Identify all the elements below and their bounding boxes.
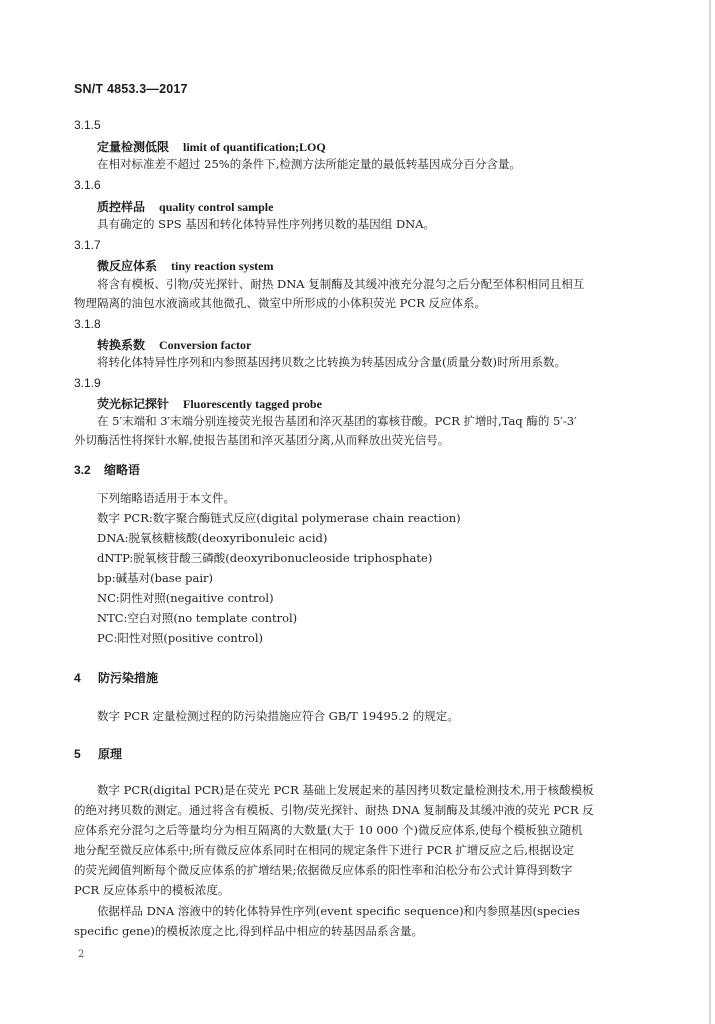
abbrev-item: DNA:脱氧核糖核酸(deoxyribonuleic acid)	[97, 531, 328, 545]
definition-text: 具有确定的 SPS 基因和转化体特异性序列拷贝数的基因组 DNA。	[97, 217, 436, 231]
term-en: tiny reaction system	[171, 259, 274, 273]
principle-text: specific gene)的模板浓度之比,得到样品中相应的转基因品系含量。	[74, 924, 423, 938]
definition-text: 将含有模板、引物/荧光探针、耐热 DNA 复制酶及其缓冲液充分混匀之后分配至体积相同且相互	[97, 277, 585, 291]
definition-text: 在相对标准差不超过 25%的条件下,检测方法所能定量的最低转基因成分百分含量。	[97, 157, 521, 171]
principle-text: 数字 PCR(digital PCR)是在荧光 PCR 基础上发展起来的基因拷贝数定量检测技术,用于核酸模板	[97, 783, 594, 797]
abbrev-intro: 下列缩略语适用于本文件。	[97, 491, 235, 505]
standard-number-header: SN/T 4853.3—2017	[74, 82, 188, 96]
clause-number: 3.1.7	[74, 238, 101, 252]
section-title: 防污染措施	[98, 671, 159, 685]
clause-number: 3.1.8	[74, 317, 101, 331]
scan-edge-line	[709, 0, 711, 1024]
section-heading-5	[74, 745, 122, 762]
term-en: Fluorescently tagged probe	[183, 397, 322, 411]
term-cn: 荧光标记探针	[97, 397, 170, 411]
abbrev-item: dNTP:脱氧核苷酸三磷酸(deoxyribonucleoside triphosphate)	[97, 551, 433, 565]
abbrev-item: NTC:空白对照(no template control)	[97, 611, 298, 625]
section-title: 缩略语	[104, 463, 141, 477]
section-number: 3.2	[74, 463, 91, 477]
section-heading-4	[74, 669, 158, 686]
term-heading	[97, 336, 251, 353]
term-cn: 转换系数	[97, 338, 146, 352]
term-cn: 质控样品	[97, 200, 146, 214]
term-en: quality control sample	[159, 200, 274, 214]
abbrev-item: NC:阴性对照(negaitive control)	[97, 591, 274, 605]
abbrev-item: 数字 PCR:数字聚合酶链式反应(digital polymerase chain reaction)	[97, 511, 461, 525]
page-number: 2	[78, 949, 85, 960]
term-heading	[97, 395, 322, 412]
clause-number: 3.1.6	[74, 178, 101, 192]
term-heading	[97, 257, 273, 274]
section-number: 5	[74, 747, 81, 761]
contamination-text: 数字 PCR 定量检测过程的防污染措施应符合 GB/T 19495.2 的规定。	[97, 709, 459, 723]
term-en: Conversion factor	[159, 338, 252, 352]
abbrev-item: PC:阳性对照(positive control)	[97, 631, 263, 645]
principle-text: 依据样品 DNA 溶液中的转化体特异性序列(event specific sequence)和内参照基因(species	[97, 904, 580, 918]
term-en: limit of quantification;LOQ	[183, 140, 326, 154]
abbrev-item: bp:碱基对(base pair)	[97, 571, 214, 585]
definition-text: 将转化体特异性序列和内参照基因拷贝数之比转换为转基因成分含量(质量分数)时所用系数。	[97, 355, 566, 369]
principle-text: 的荧光阈值判断每个微反应体系的扩增结果;依据微反应体系的阳性率和泊松分布公式计算得到数字	[74, 863, 573, 877]
principle-text: 的绝对拷贝数的测定。通过将含有模板、引物/荧光探针、耐热 DNA 复制酶及其缓冲液的荧光 PCR 反	[74, 803, 594, 817]
term-cn: 微反应体系	[97, 259, 158, 273]
term-heading	[97, 138, 326, 155]
section-number: 4	[74, 671, 81, 685]
definition-text: 外切酶活性将探针水解,使报告基团和淬灭基团分离,从而释放出荧光信号。	[74, 433, 450, 447]
clause-number: 3.1.5	[74, 118, 101, 132]
clause-number: 3.1.9	[74, 376, 101, 390]
principle-text: PCR 反应体系中的模板浓度。	[74, 883, 230, 897]
section-heading-3-2	[74, 461, 140, 478]
term-heading	[97, 198, 273, 215]
term-cn: 定量检测低限	[97, 140, 170, 154]
principle-text: 应体系充分混匀之后等量均分为相互隔离的大数量(大于 10 000 个)微反应体系,使每个模板独立随机	[74, 823, 583, 837]
definition-text: 在 5′末端和 3′末端分别连接荧光报告基团和淬灭基团的寡核苷酸。PCR 扩增时,Taq 酶的 5′-3′	[97, 414, 577, 428]
section-title: 原理	[98, 747, 123, 761]
principle-text: 地分配至微反应体系中;所有微反应体系同时在相同的规定条件下进行 PCR 扩增反应之后,根据设定	[74, 843, 575, 857]
definition-text: 物理隔离的油包水液滴或其他微孔、微室中所形成的小体积荧光 PCR 反应体系。	[74, 296, 487, 310]
